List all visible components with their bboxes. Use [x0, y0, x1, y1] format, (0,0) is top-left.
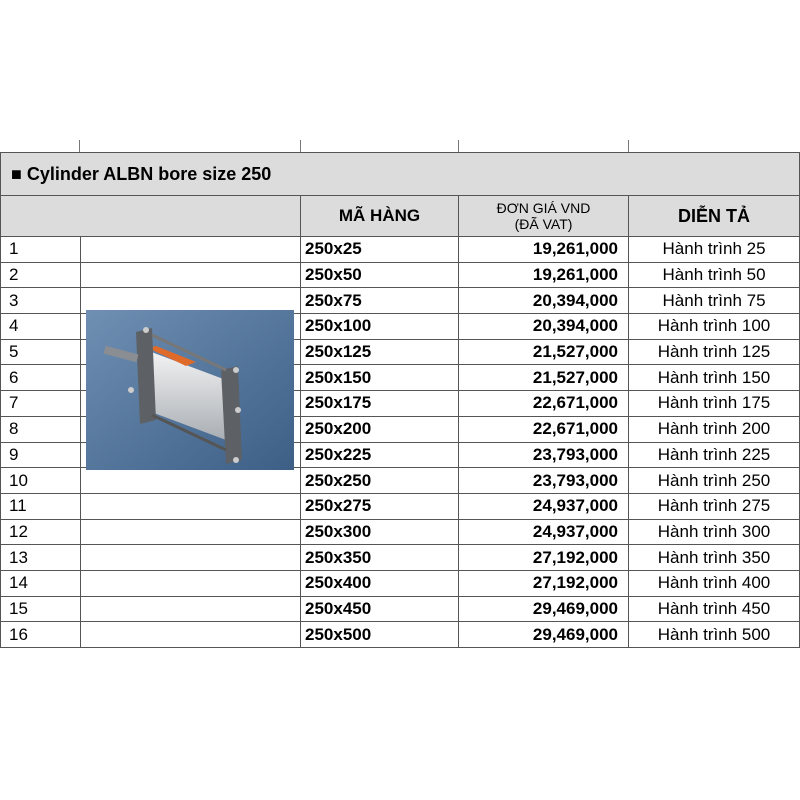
- row-number: 11: [1, 493, 81, 519]
- description: Hành trình 250: [629, 468, 800, 494]
- row-number: 14: [1, 570, 81, 596]
- product-code: 250x200: [301, 416, 459, 442]
- product-code: 250x50: [301, 262, 459, 288]
- image-cell: [81, 237, 301, 263]
- row-number: 13: [1, 545, 81, 571]
- header-desc: DIỄN TẢ: [629, 196, 800, 237]
- description: Hành trình 50: [629, 262, 800, 288]
- unit-price: 23,793,000: [459, 468, 629, 494]
- unit-price: 19,261,000: [459, 262, 629, 288]
- description: Hành trình 175: [629, 391, 800, 417]
- row-number: 9: [1, 442, 81, 468]
- table-row: [1, 493, 800, 519]
- image-cell: [81, 468, 301, 494]
- black-square-icon: ■: [11, 163, 27, 184]
- unit-price: 20,394,000: [459, 288, 629, 314]
- unit-price: 20,394,000: [459, 314, 629, 340]
- row-number: 5: [1, 339, 81, 365]
- row-number: 12: [1, 519, 81, 545]
- product-code: 250x400: [301, 570, 459, 596]
- table-row: [1, 468, 800, 494]
- unit-price: 23,793,000: [459, 442, 629, 468]
- product-code: 250x275: [301, 493, 459, 519]
- unit-price: 24,937,000: [459, 519, 629, 545]
- unit-price: 21,527,000: [459, 339, 629, 365]
- image-cell: [81, 545, 301, 571]
- table-title: Cylinder ALBN bore size 250: [26, 163, 272, 184]
- divider: [458, 140, 459, 152]
- table-row: [1, 570, 800, 596]
- unit-price: 29,469,000: [459, 596, 629, 622]
- unit-price: 24,937,000: [459, 493, 629, 519]
- image-cell: [81, 596, 301, 622]
- product-code: 250x75: [301, 288, 459, 314]
- product-code: 250x225: [301, 442, 459, 468]
- unit-price: 22,671,000: [459, 391, 629, 417]
- row-number: 16: [1, 622, 81, 648]
- product-code: 250x300: [301, 519, 459, 545]
- table-row: [1, 519, 800, 545]
- divider: [628, 140, 629, 152]
- product-code: 250x25: [301, 237, 459, 263]
- description: Hành trình 150: [629, 365, 800, 391]
- row-number: 6: [1, 365, 81, 391]
- unit-price: 27,192,000: [459, 570, 629, 596]
- unit-price: 29,469,000: [459, 622, 629, 648]
- image-cell: [81, 493, 301, 519]
- unit-price: 19,261,000: [459, 237, 629, 263]
- image-cell: [81, 519, 301, 545]
- product-code: 250x250: [301, 468, 459, 494]
- row-number: 8: [1, 416, 81, 442]
- product-code: 250x500: [301, 622, 459, 648]
- description: Hành trình 25: [629, 237, 800, 263]
- row-number: 4: [1, 314, 81, 340]
- title-row: [1, 153, 800, 196]
- description: Hành trình 400: [629, 570, 800, 596]
- description: Hành trình 75: [629, 288, 800, 314]
- image-cell: [81, 622, 301, 648]
- divider: [300, 140, 301, 152]
- table-row: [1, 622, 800, 648]
- row-number: 10: [1, 468, 81, 494]
- description: Hành trình 500: [629, 622, 800, 648]
- product-code: 250x350: [301, 545, 459, 571]
- description: Hành trình 125: [629, 339, 800, 365]
- description: Hành trình 100: [629, 314, 800, 340]
- table-row: [1, 237, 800, 263]
- description: Hành trình 275: [629, 493, 800, 519]
- product-code: 250x175: [301, 391, 459, 417]
- unit-price: 27,192,000: [459, 545, 629, 571]
- table-row: [1, 596, 800, 622]
- product-code: 250x150: [301, 365, 459, 391]
- image-cell: [81, 570, 301, 596]
- header-code: MÃ HÀNG: [301, 196, 459, 237]
- description: Hành trình 300: [629, 519, 800, 545]
- image-cell: [81, 262, 301, 288]
- unit-price: 21,527,000: [459, 365, 629, 391]
- unit-price: 22,671,000: [459, 416, 629, 442]
- row-number: 7: [1, 391, 81, 417]
- row-number: 2: [1, 262, 81, 288]
- product-code: 250x125: [301, 339, 459, 365]
- description: Hành trình 200: [629, 416, 800, 442]
- header-price: ĐƠN GIÁ VND (ĐÃ VAT): [459, 196, 629, 237]
- header-row: [1, 196, 800, 237]
- row-number: 1: [1, 237, 81, 263]
- row-number: 15: [1, 596, 81, 622]
- description: Hành trình 350: [629, 545, 800, 571]
- divider: [79, 140, 80, 152]
- row-number: 3: [1, 288, 81, 314]
- cylinder-product-image: [86, 310, 294, 470]
- product-code: 250x100: [301, 314, 459, 340]
- product-code: 250x450: [301, 596, 459, 622]
- description: Hành trình 225: [629, 442, 800, 468]
- table-row: [1, 545, 800, 571]
- table-row: [1, 262, 800, 288]
- description: Hành trình 450: [629, 596, 800, 622]
